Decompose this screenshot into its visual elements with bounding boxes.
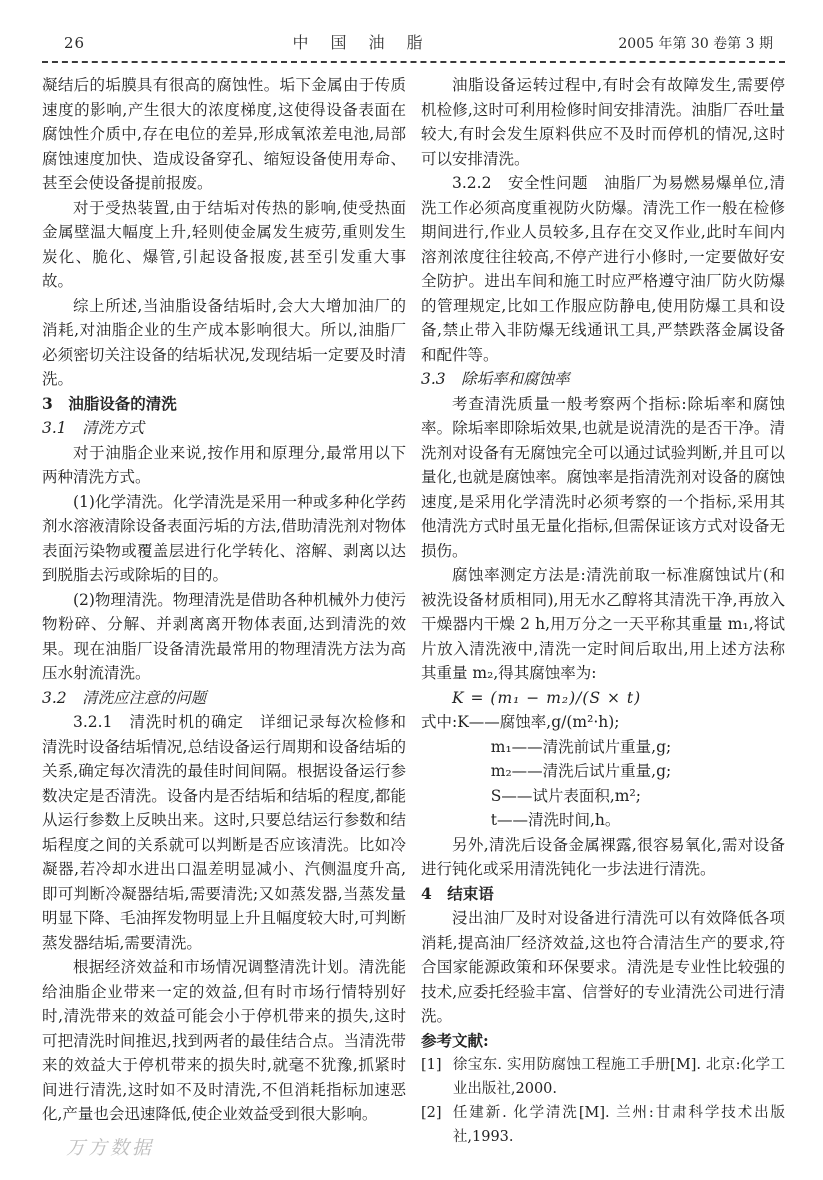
paragraph: 油脂设备运转过程中,有时会有故障发生,需要停机检修,这时可利用检修时间安排清洗。油脂厂吞吐量较大,有时会发生原料供应不及时而停机的情况,这时可以安排清洗。 bbox=[421, 76, 785, 168]
reference-label: [2] bbox=[421, 1105, 442, 1121]
reference-item bbox=[421, 1053, 785, 1101]
header-rule bbox=[42, 61, 785, 63]
paragraph: 浸出油厂及时对设备进行清洗可以有效降低各项消耗,提高油厂经济效益,这也符合清洁生产的要求,符合国家能源政策和环保要求。清洗是专业性比较强的技术,应委托经验丰富、信誉好的专业清洗公司进行清洗。 bbox=[421, 909, 785, 1025]
paragraph: (2)物理清洗。物理清洗是借助各种机械外力使污物粉碎、分解、并剥离离开物体表面,达到清洗的效果。现在油脂厂设备清洗最常用的物理清洗方法为高压水射流清洗。 bbox=[42, 590, 406, 682]
paragraph: 另外,清洗后设备金属裸露,很容易氧化,需对设备进行钝化或采用清洗钝化一步法进行清洗。 bbox=[421, 835, 785, 878]
journal-title: 中国油脂 bbox=[292, 33, 445, 52]
issue-info: 2005 年第 30 卷第 3 期 bbox=[618, 36, 773, 52]
page-number: 26 bbox=[64, 34, 86, 52]
watermark: 万方数据 bbox=[66, 1137, 155, 1159]
formula-note: m₂——清洗后试片重量,g; bbox=[490, 762, 672, 780]
paragraph: 3.2.2 安全性问题 油脂厂为易燃易爆单位,清洗工作必须高度重视防火防爆。清洗工作一般在检修期间进行,作业人员较多,且存在交叉作业,此时车间内溶剂浓度往往较高,不停产进行小修时,一定要做好安全防护。进出车间和施工时应严格遵守油厂防火防爆的管理规定,比如工作服应防静电,使用防爆工具和设备,禁止带入非防爆无线通讯工具,严禁跌落金属设备和配件等。 bbox=[421, 174, 785, 364]
paragraph: 对于受热装置,由于结垢对传热的影响,使受热面金属壁温大幅度上升,轻则使金属发生疲劳,重则发生炭化、脆化、爆管,引起设备报废,甚至引发重大事故。 bbox=[42, 198, 406, 290]
formula-note: m₁——清洗前试片重量,g; bbox=[490, 737, 672, 756]
paragraph: 凝结后的垢膜具有很高的腐蚀性。垢下金属由于传质速度的影响,产生很大的浓度梯度,这使得设备表面在腐蚀性介质中,存在电位的差异,形成氧浓差电池,局部腐蚀速度加快、造成设备穿孔、缩短设备使用寿命、甚至会使设备提前报废。 bbox=[42, 76, 406, 192]
page-header bbox=[42, 30, 785, 53]
paragraph: (1)化学清洗。化学清洗是采用一种或多种化学药剂水溶液清除设备表面污垢的方法,借助清洗剂对物体表面污染物或覆盖层进行化学转化、溶解、剥离以达到脱脂去污或除垢的目的。 bbox=[42, 492, 406, 584]
paragraph: 3.2.1 清洗时机的确定 详细记录每次检修和清洗时设备结垢情况,总结设备运行周期和设备结垢的关系,确定每次清洗的最佳时间间隔。根据设备运行参数决定是否清洗。设备内是否结垢和结垢的程度,都能从运行参数上反映出来。这时,只要总结运行参数和结垢程度之间的关系就可以判断是否应该清洗。比如冷凝器,若冷却水进出口温差明显减小、汽侧温度升高,即可判断冷凝器结垢,需要清洗;又如蒸发器,当蒸发量明显下降、毛油挥发物明显上升且幅度较大时,可判断蒸发器结垢,需要清洗。 bbox=[42, 713, 406, 952]
left-column bbox=[42, 73, 406, 1149]
reference-label: [1] bbox=[421, 1057, 442, 1073]
subsection-heading: 3.1 清洗方式 bbox=[42, 419, 145, 437]
reference-text: 徐宝东. 实用防腐蚀工程施工手册[M]. 北京:化学工业出版社,2000. bbox=[452, 1057, 785, 1097]
corrosion-rate-formula: K = (m₁ − m₂)/(S × t) bbox=[452, 688, 642, 707]
right-column bbox=[421, 73, 785, 1149]
paragraph: 对于油脂企业来说,按作用和原理分,最常用以下两种清洗方式。 bbox=[42, 443, 406, 486]
formula-note: S——试片表面积,m²; bbox=[490, 786, 641, 805]
two-column-body bbox=[42, 73, 785, 1149]
formula-note: t——清洗时间,h。 bbox=[490, 811, 621, 829]
subsection-heading: 3.3 除垢率和腐蚀率 bbox=[421, 370, 570, 388]
formula-note: 式中:K——腐蚀率,g/(m²·h); bbox=[421, 713, 620, 731]
subsection-heading: 3.2 清洗应注意的问题 bbox=[42, 688, 207, 707]
section-heading: 4 结束语 bbox=[421, 883, 494, 903]
reference-text: 任建新. 化学清洗[M]. 兰州:甘肃科学技术出版社,1993. bbox=[452, 1105, 785, 1145]
references-heading: 参考文献: bbox=[421, 1030, 489, 1050]
paragraph: 考查清洗质量一般考察两个指标:除垢率和腐蚀率。除垢率即除垢效果,也就是说清洗的是否干净。清洗剂对设备有无腐蚀完全可以通过试验判断,并且可以量化,也就是腐蚀率。腐蚀率是指清洗剂对设备的腐蚀速度,是采用化学清洗时必须考察的一个指标,采用其他清洗方式时虽无量化指标,但需保证该方式对设备无损伤。 bbox=[421, 394, 785, 560]
paragraph: 腐蚀率测定方法是:清洗前取一标准腐蚀试片(和被洗设备材质相同),用无水乙醇将其清洗干净,再放入干燥器内干燥 2 h,用万分之一天平称其重量 m₁,将试片放入清洗液中,清洗一定时间后取出,用上述方法称其重量 m₂,得其腐蚀率为: bbox=[421, 566, 785, 682]
paragraph: 综上所述,当油脂设备结垢时,会大大增加油厂的消耗,对油脂企业的生产成本影响很大。所以,油脂厂必须密切关注设备的结垢状况,发现结垢一定要及时清洗。 bbox=[42, 296, 406, 388]
reference-item bbox=[421, 1101, 785, 1149]
paragraph: 根据经济效益和市场情况调整清洗计划。清洗能给油脂企业带来一定的效益,但有时市场行情特别好时,清洗带来的效益可能会小于停机带来的损失,这时可把清洗时间推迟,找到两者的最佳结合点。当清洗带来的效益大于停机带来的损失时,就毫不犹豫,抓紧时间进行清洗,这时如不及时清洗,不但消耗指标加速恶化,产量也会迅速降低,使企业效益受到很大影响。 bbox=[42, 958, 406, 1123]
section-heading: 3 油脂设备的清洗 bbox=[42, 393, 177, 413]
